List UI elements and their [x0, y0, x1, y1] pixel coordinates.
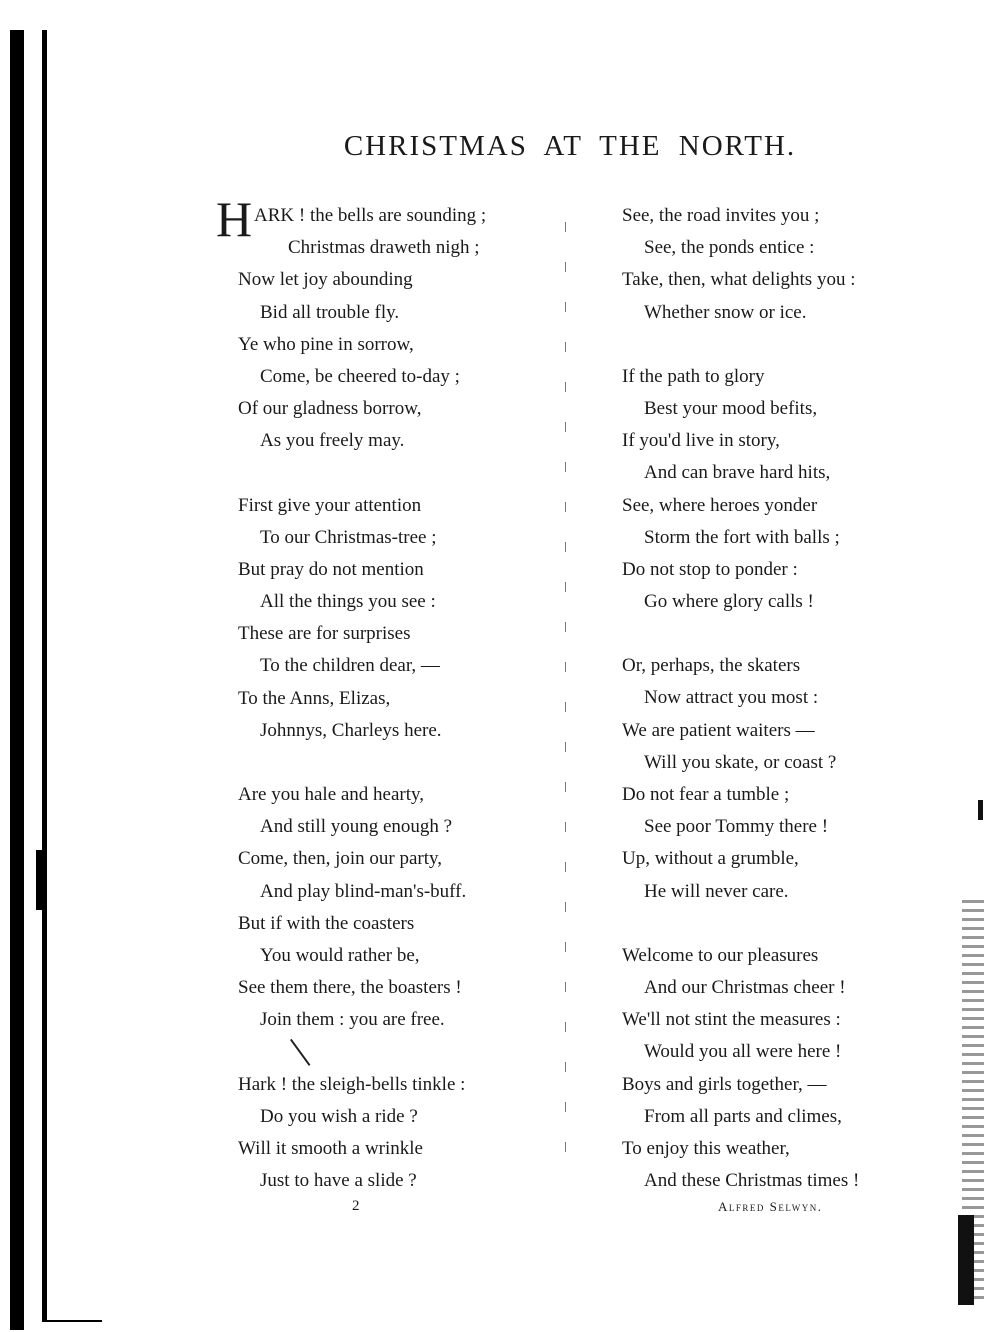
poem-line: But if with the coasters: [238, 912, 415, 934]
poem-line: And play blind-man's-buff.: [260, 880, 467, 902]
stanza: [218, 1069, 558, 1198]
page-edge-bar: [958, 1215, 974, 1305]
poem-line: Or, perhaps, the skaters: [622, 655, 801, 677]
poem-line: To enjoy this weather,: [622, 1137, 790, 1159]
author-signature: Alfred Selwyn.: [718, 1199, 823, 1214]
stanza: [602, 650, 942, 908]
page-edge-mark: [978, 800, 983, 820]
poem-line: And can brave hard hits,: [644, 462, 831, 484]
poem-line: We'll not stint the measures :: [622, 1009, 841, 1031]
binding-notch: [36, 850, 44, 910]
poem-line: Take, then, what delights you :: [622, 269, 856, 291]
poem-line: If you'd live in story,: [622, 430, 780, 452]
poem-line: Welcome to our pleasures: [622, 944, 819, 966]
poem-line: Do you wish a ride ?: [260, 1105, 418, 1127]
poem-line: Now attract you most :: [644, 687, 819, 709]
stanza: [216, 191, 558, 458]
poem-line: Do not stop to ponder :: [622, 558, 798, 580]
poem-line: Come, be cheered to-day ;: [260, 365, 460, 387]
poem-line: Will it smooth a wrinkle: [238, 1137, 423, 1159]
stanza: [602, 940, 942, 1198]
poem-line: As you freely may.: [260, 430, 405, 452]
poem-line: Boys and girls together, —: [622, 1073, 827, 1095]
poem-line: Hark ! the sleigh-bells tinkle :: [238, 1073, 466, 1095]
poem-line: He will never care.: [644, 880, 789, 902]
poem-line: All the things you see :: [260, 591, 436, 613]
poem-line: Come, then, join our party,: [238, 848, 443, 870]
poem-line: We are patient waiters —: [622, 719, 815, 741]
poem-line: See, where heroes yonder: [622, 494, 818, 516]
poem-line: Go where glory calls !: [644, 591, 814, 613]
column-divider: [565, 222, 566, 1182]
poem-line: Christmas draweth nigh ;: [288, 237, 480, 259]
poem-line: From all parts and climes,: [644, 1105, 842, 1127]
poem-line: Storm the fort with balls ;: [644, 526, 840, 548]
drop-cap: H: [216, 191, 253, 247]
poem-line: To the Anns, Elizas,: [238, 687, 391, 709]
poem-line: [216, 191, 558, 247]
poem-line: See, the road invites you ;: [622, 205, 820, 226]
stanza: [218, 490, 558, 748]
right-column: [602, 200, 942, 1229]
stanza: [602, 200, 942, 329]
poem-line: Of our gladness borrow,: [238, 398, 422, 420]
poem-line: Johnnys, Charleys here.: [260, 719, 442, 741]
poem-line: Best your mood befits,: [644, 397, 818, 419]
poem-line: Will you skate, or coast ?: [644, 751, 837, 773]
poem-line: And still young enough ?: [260, 816, 453, 838]
left-column: [216, 191, 558, 1229]
poem-line: First give your attention: [238, 494, 422, 516]
poem-line: See poor Tommy there !: [644, 816, 829, 838]
poem-line: See them there, the boasters !: [238, 977, 462, 999]
poem-line: And our Christmas cheer !: [644, 976, 846, 998]
poem-line: Whether snow or ice.: [644, 301, 807, 323]
binding-rule: [42, 30, 47, 1320]
stanza: [602, 361, 942, 619]
poem-line: If the path to glory: [622, 365, 765, 387]
poem-line: To the children dear, —: [260, 655, 440, 677]
poem-line: These are for surprises: [238, 623, 411, 645]
poem-line: Would you all were here !: [644, 1041, 842, 1063]
page-number: 2: [352, 1198, 360, 1214]
stanza: [218, 779, 558, 1037]
poem-line: Up, without a grumble,: [622, 848, 799, 870]
poem-line: Ye who pine in sorrow,: [238, 333, 414, 355]
poem-title: CHRISTMAS AT THE NORTH.: [343, 130, 797, 162]
poem-line: To our Christmas-tree ;: [260, 526, 437, 548]
poem-line: And these Christmas times !: [644, 1170, 860, 1192]
poem-line: Join them : you are free.: [260, 1009, 445, 1031]
poem-line: Do not fear a tumble ;: [622, 784, 790, 805]
poem-line: Now let joy abounding: [238, 269, 413, 291]
poem-line: See, the ponds entice :: [644, 237, 815, 259]
poem-line: Bid all trouble fly.: [260, 301, 400, 323]
binding-edge: [10, 30, 24, 1330]
poem-line-text: ARK ! the bells are sounding ;: [254, 205, 487, 226]
poem-line: Are you hale and hearty,: [238, 784, 425, 805]
poem-line: Just to have a slide ?: [260, 1170, 417, 1192]
binding-foot: [42, 1320, 102, 1322]
poem-line: You would rather be,: [260, 944, 420, 966]
poem-line: But pray do not mention: [238, 558, 424, 580]
